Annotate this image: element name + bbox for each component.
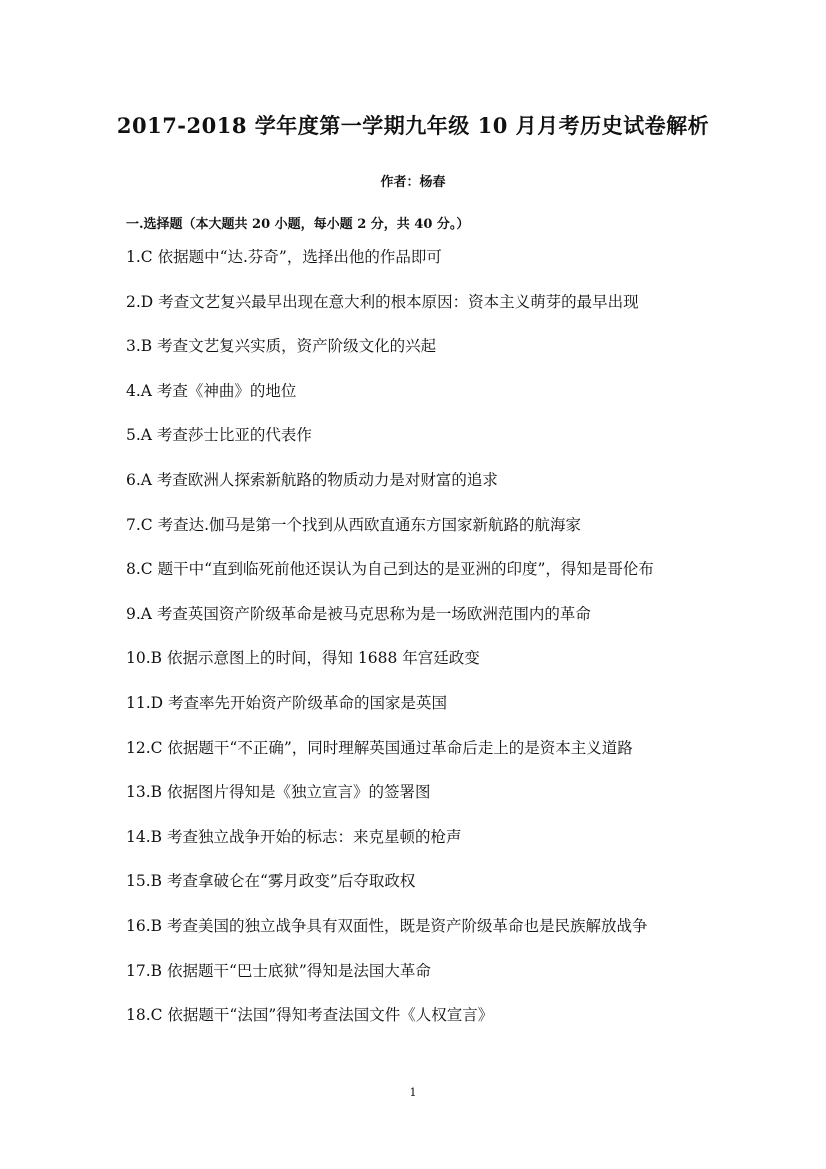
document-title: 2017-2018 学年度第一学期九年级 10 月月考历史试卷解析	[116, 113, 710, 138]
author-line: 作者：杨春	[380, 175, 446, 190]
answer-item: 16.B 考查美国的独立战争具有双面性，既是资产阶级革命也是民族解放战争	[126, 916, 648, 935]
answer-item: 7.C 考查达.伽马是第一个找到从西欧直通东方国家新航路的航海家	[126, 515, 582, 534]
answer-item: 3.B 考查文艺复兴实质，资产阶级文化的兴起	[126, 337, 437, 356]
answer-item: 6.A 考查欧洲人探索新航路的物质动力是对财富的追求	[126, 470, 498, 489]
section-heading: 一.选择题（本大题共 20 小题，每小题 2 分，共 40 分。）	[126, 217, 470, 232]
answer-item: 17.B 依据题干“巴士底狱”得知是法国大革命	[126, 961, 431, 980]
answer-item: 14.B 考查独立战争开始的标志：来克星顿的枪声	[126, 827, 462, 846]
answer-item: 2.D 考查文艺复兴最早出现在意大利的根本原因：资本主义萌芽的最早出现	[126, 292, 639, 311]
answer-item: 8.C 题干中“直到临死前他还误认为自己到达的是亚洲的印度”，得知是哥伦布	[126, 560, 654, 579]
answer-list	[126, 245, 654, 1048]
answer-item: 12.C 依据题干“不正确”，同时理解英国通过革命后走上的是资本主义道路	[126, 738, 633, 757]
answer-item: 9.A 考查英国资产阶级革命是被马克思称为是一场欧洲范围内的革命	[126, 604, 591, 623]
answer-item: 15.B 考查拿破仑在“雾月政变”后夺取政权	[126, 872, 416, 891]
answer-item: 18.C 依据题干“法国”得知考查法国文件《人权宣言》	[126, 1006, 494, 1025]
answer-item: 4.A 考查《神曲》的地位	[126, 381, 297, 400]
answer-item: 5.A 考查莎士比亚的代表作	[126, 426, 312, 445]
page-number: 1	[409, 1086, 417, 1099]
answer-item: 13.B 依据图片得知是《独立宣言》的签署图	[126, 783, 431, 802]
answer-item: 10.B 依据示意图上的时间，得知 1688 年宫廷政变	[126, 649, 480, 668]
answer-item: 1.C 依据题中“达.芬奇”，选择出他的作品即可	[126, 248, 442, 266]
answer-item: 11.D 考查率先开始资产阶级革命的国家是英国	[126, 693, 448, 712]
